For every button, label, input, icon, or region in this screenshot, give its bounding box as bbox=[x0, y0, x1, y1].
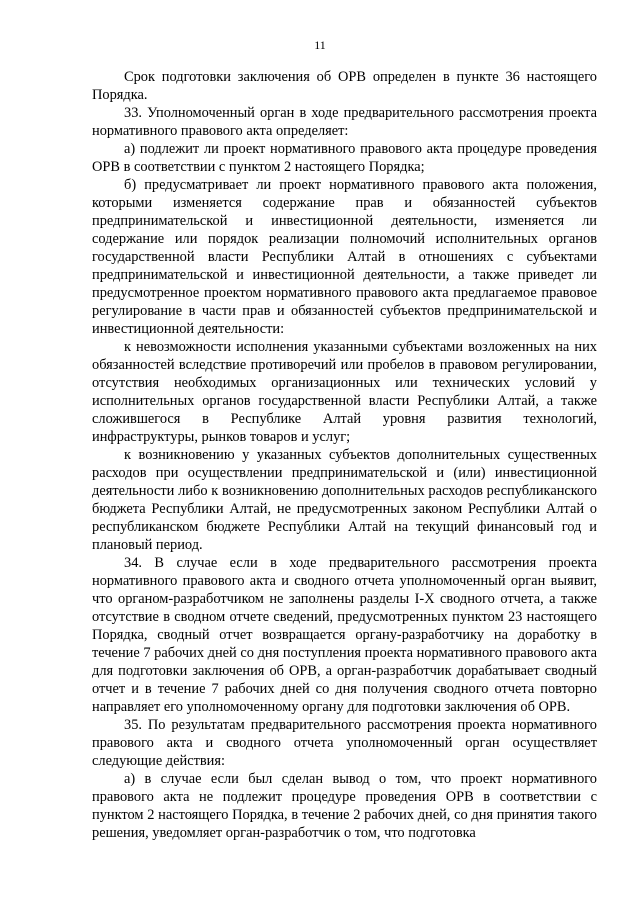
paragraph-33: 33. Уполномоченный орган в ходе предварительного рассмотрения проекта нормативного правового акта определяет: bbox=[92, 105, 597, 139]
paragraph-34: 34. В случае если в ходе предварительного рассмотрения проекта нормативного правового акта и сводного отчета уполномоченный орган выявит, что органом-разработчиком не заполнены разделы I-X сводного отчета, а также отсутствие в сводном отчете сведений, предусмотренных пунктом 23 настоящего Порядка, сводный отчет возвращается органу-разработчику на доработку в течение 7 рабочих дней со дня поступления проекта нормативного правового акта для подготовки заключения об ОРВ, а орган-разработчик дорабатывает сводный отчет и в течение 7 рабочих дней со дня получения сводного отчета повторно направляет его уполномоченному органу для подготовки заключения об ОРВ. bbox=[92, 555, 597, 715]
paragraph-35: 35. По результатам предварительного рассмотрения проекта нормативного правового акта и сводного отчета уполномоченный орган осуществляет следующие действия: bbox=[92, 717, 597, 769]
paragraph-33-b-impossibility: к невозможности исполнения указанными субъектами возложенных на них обязанностей вследствие противоречий или пробелов в правовом регулировании, отсутствия необходимых организационных или технических условий у исполнительных органов государственной власти Республики Алтай, а также сложившегося в Республике Алтай уровня развития технологий, инфраструктуры, рынков товаров и услуг; bbox=[92, 339, 597, 445]
document-body bbox=[92, 68, 597, 842]
paragraph-33-a: а) подлежит ли проект нормативного правового акта процедуре проведения ОРВ в соответствии с пунктом 2 настоящего Порядка; bbox=[92, 141, 597, 175]
paragraph-35-a: а) в случае если был сделан вывод о том, что проект нормативного правового акта не подлежит процедуре проведения ОРВ в соответствии с пунктом 2 настоящего Порядка, в течение 2 рабочих дней, со дня принятия такого решения, уведомляет орган-разработчик о том, что подготовка bbox=[92, 771, 597, 841]
paragraph-33-b: б) предусматривает ли проект нормативного правового акта положения, которыми изменяется содержание прав и обязанностей субъектов предпринимательской и инвестиционной деятельности, изменяется ли содержание или порядок реализации полномочий исполнительных органов государственной власти Республики Алтай в отношениях с субъектами предпринимательской и инвестиционной деятельности, а также приведет ли предусмотренное проектом нормативного правового акта предлагаемое правовое регулирование в части прав и обязанностей субъектов предпринимательской и инвестиционной деятельности: bbox=[92, 177, 597, 337]
paragraph-33-b-expenses: к возникновению у указанных субъектов дополнительных существенных расходов при осуществлении предпринимательской и (или) инвестиционной деятельности либо к возникновению дополнительных расходов республиканского бюджета Республики Алтай, не предусмотренных законом Республики Алтай о республиканском бюджете Республики Алтай на текущий финансовый год и плановый период. bbox=[92, 447, 597, 553]
page-number: 11 bbox=[314, 38, 326, 52]
paragraph-deadline-reference: Срок подготовки заключения об ОРВ определен в пункте 36 настоящего Порядка. bbox=[92, 69, 597, 103]
